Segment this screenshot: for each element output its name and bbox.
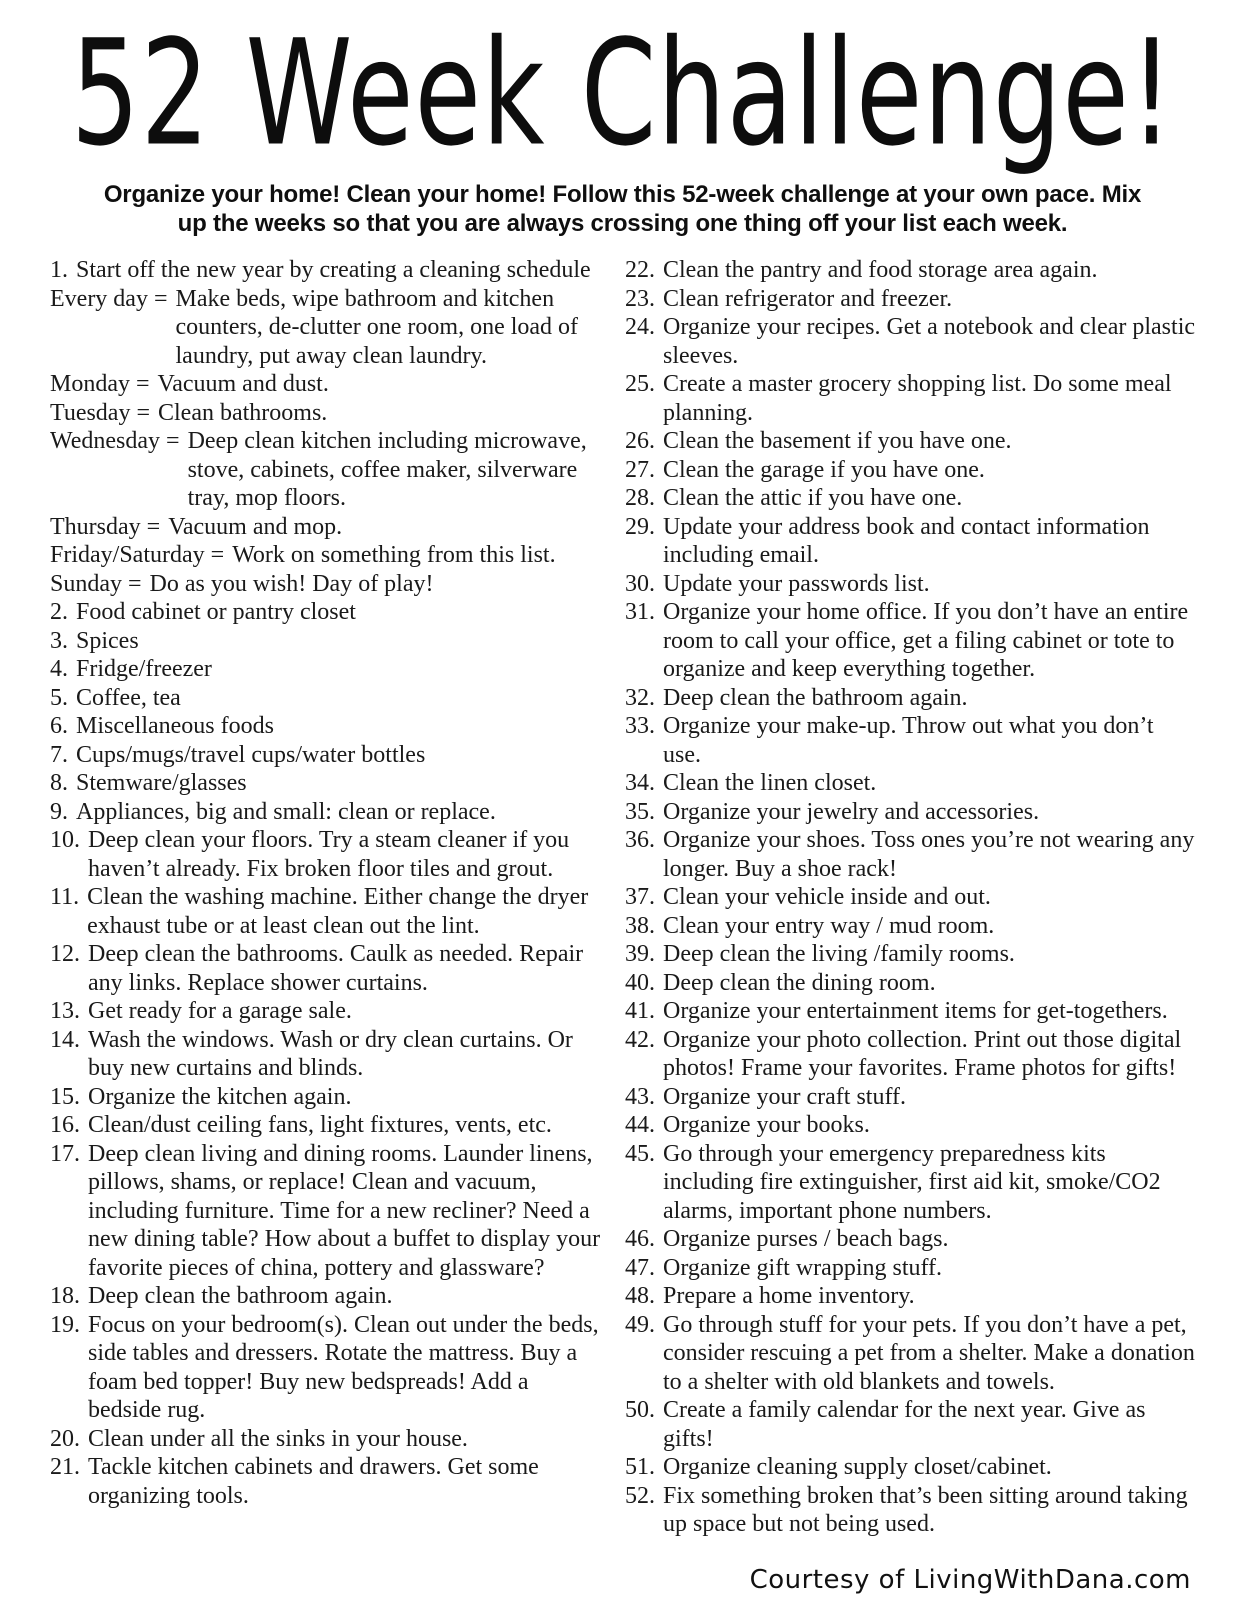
list-item <box>625 456 1195 485</box>
item-number: 50. <box>625 1397 655 1424</box>
list-item <box>625 370 1195 427</box>
credit-line: Courtesy of LivingWithDana.com <box>749 1564 1191 1595</box>
item-number: 48. <box>625 1283 655 1310</box>
item-text: Organize your make-up. Throw out what you don’t use. <box>663 713 1154 768</box>
item-text: Do as you wish! Day of play! <box>149 570 434 597</box>
subtitle-line-1: Organize your home! Clean your home! Follow this 52-week challenge at your own pace. Mix <box>103 181 1142 208</box>
item-day-label: Tuesday = <box>50 399 150 426</box>
item-text: Vacuum and dust. <box>157 371 329 398</box>
item-number: 49. <box>625 1311 655 1338</box>
list-item <box>625 969 1195 998</box>
item-text: Go through stuff for your pets. If you don’t have a pet, consider rescuing a pet from a shelter. Make a donation to a shelter with old blankets and towels. <box>663 1311 1195 1395</box>
item-number: 16. <box>50 1112 80 1139</box>
list-item <box>50 627 605 656</box>
item-number: 21. <box>50 1454 80 1481</box>
item-text: Clean your vehicle inside and out. <box>663 884 991 911</box>
item-text: Get ready for a garage sale. <box>88 998 352 1025</box>
item-number: 41. <box>625 998 655 1025</box>
item-number: 43. <box>625 1083 655 1110</box>
item-number: 5. <box>50 684 68 711</box>
list-item <box>625 1482 1195 1539</box>
item-day-label: Wednesday = <box>50 428 180 455</box>
item-number: 6. <box>50 713 68 740</box>
list-item <box>625 883 1195 912</box>
list-item <box>625 570 1195 599</box>
list-item <box>50 655 605 684</box>
list-item <box>50 712 605 741</box>
list-item <box>625 826 1195 883</box>
item-text: Clean the washing machine. Either change the dryer exhaust tube or at least clean out the lint. <box>87 884 589 939</box>
item-number: 37. <box>625 884 655 911</box>
list-item <box>50 598 605 627</box>
list-item <box>625 712 1195 769</box>
item-number: 44. <box>625 1112 655 1139</box>
list-item <box>50 684 605 713</box>
item-number: 19. <box>50 1311 80 1338</box>
checklist <box>50 256 1195 1539</box>
item-text: Miscellaneous foods <box>76 713 274 740</box>
item-text: Organize cleaning supply closet/cabinet. <box>663 1454 1052 1481</box>
item-text: Clean/dust ceiling fans, light fixtures, vents, etc. <box>88 1112 552 1139</box>
item-text: Tackle kitchen cabinets and drawers. Get some organizing tools. <box>88 1454 539 1509</box>
item-text: Fix something broken that’s been sitting around taking up space but not being used. <box>663 1482 1188 1538</box>
item-text: Create a family calendar for the next year. Give as gifts! <box>663 1397 1146 1452</box>
item-number: 30. <box>625 570 655 597</box>
checklist-column-left <box>50 256 605 1539</box>
item-text: Wash the windows. Wash or dry clean curtains. Or buy new curtains and blinds. <box>88 1026 573 1082</box>
item-number: 24. <box>625 314 655 341</box>
item-day-label: Monday = <box>50 371 150 398</box>
item-text: Clean the garage if you have one. <box>663 456 985 483</box>
item-text: Food cabinet or pantry closet <box>76 599 356 626</box>
list-item <box>50 1282 605 1311</box>
item-text: Prepare a home inventory. <box>663 1283 915 1310</box>
list-item <box>625 256 1195 285</box>
item-number: 12. <box>50 941 80 968</box>
item-text: Start off the new year by creating a cleaning schedule <box>76 257 591 284</box>
list-item <box>625 598 1195 684</box>
subtitle-line-2: up the weeks so that you are always crossing one thing off your list each week. <box>177 210 1068 238</box>
list-item <box>625 1225 1195 1254</box>
item-number: 51. <box>625 1454 655 1481</box>
item-text: Clean refrigerator and freezer. <box>663 285 953 312</box>
item-text: Organize gift wrapping stuff. <box>663 1254 943 1281</box>
item-number: 8. <box>50 770 68 797</box>
list-item <box>50 798 605 827</box>
list-item <box>625 940 1195 969</box>
item-text: Organize your recipes. Get a notebook and clear plastic sleeves. <box>663 314 1196 369</box>
page-title: 52 Week Challenge! <box>70 9 1175 179</box>
list-item <box>625 1282 1195 1311</box>
list-item <box>625 798 1195 827</box>
item-text: Clean the pantry and food storage area again. <box>663 257 1098 284</box>
list-item <box>50 997 605 1026</box>
item-number: 40. <box>625 969 655 996</box>
item-number: 29. <box>625 513 655 540</box>
item-day-label: Friday/Saturday = <box>50 542 225 569</box>
list-item <box>50 1111 605 1140</box>
item-text: Update your passwords list. <box>663 570 930 597</box>
list-item <box>50 427 605 513</box>
item-number: 14. <box>50 1026 80 1053</box>
item-number: 13. <box>50 998 80 1025</box>
item-text: Organize your books. <box>663 1112 870 1139</box>
list-item <box>50 1140 605 1283</box>
item-number: 25. <box>625 371 655 398</box>
item-text: Organize your photo collection. Print out those digital photos! Frame your favorites. Frame photos for gifts! <box>663 1026 1182 1082</box>
item-text: Work on something from this list. <box>232 542 556 569</box>
item-text: Clean the linen closet. <box>663 770 877 797</box>
list-item <box>50 285 605 371</box>
item-number: 45. <box>625 1140 655 1167</box>
item-day-label: Thursday = <box>50 513 161 540</box>
list-item <box>625 1311 1195 1397</box>
item-text: Update your address book and contact information including email. <box>663 513 1150 569</box>
item-number: 10. <box>50 827 80 854</box>
item-number: 34. <box>625 770 655 797</box>
item-number: 38. <box>625 912 655 939</box>
list-item <box>50 370 605 399</box>
item-text: Appliances, big and small: clean or replace. <box>76 798 496 825</box>
item-number: 11. <box>50 884 80 911</box>
item-number: 46. <box>625 1226 655 1253</box>
item-number: 18. <box>50 1283 80 1310</box>
list-item <box>50 769 605 798</box>
item-number: 22. <box>625 257 655 284</box>
item-text: Make beds, wipe bathroom and kitchen counters, de-clutter one room, one load of laundry, put away clean laundry. <box>175 285 579 369</box>
item-text: Clean the attic if you have one. <box>663 485 963 512</box>
list-item <box>50 256 605 285</box>
item-text: Vacuum and mop. <box>168 513 343 540</box>
item-number: 27. <box>625 456 655 483</box>
item-text: Go through your emergency preparedness kits including fire extinguisher, first aid kit, smoke/CO2 alarms, important phone numbers. <box>663 1140 1161 1224</box>
item-text: Focus on your bedroom(s). Clean out under the beds, side tables and dressers. Rotate the mattress. Buy a foam bed topper! Buy new bedspreads! Add a bedside rug. <box>88 1311 599 1424</box>
item-number: 52. <box>625 1482 655 1509</box>
list-item <box>625 1140 1195 1226</box>
list-item <box>625 313 1195 370</box>
item-text: Organize the kitchen again. <box>88 1083 352 1110</box>
list-item <box>625 1396 1195 1453</box>
item-text: Deep clean your floors. Try a steam cleaner if you haven’t already. Fix broken floor tiles and grout. <box>88 827 570 882</box>
item-text: Clean your entry way / mud room. <box>663 912 995 939</box>
list-item <box>50 541 605 570</box>
item-number: 39. <box>625 941 655 968</box>
list-item <box>625 427 1195 456</box>
list-item <box>625 1083 1195 1112</box>
list-item <box>625 484 1195 513</box>
item-day-label: Sunday = <box>50 570 142 597</box>
item-text: Deep clean living and dining rooms. Launder linens, pillows, shams, or replace! Clean and vacuum, including furniture. Time for a new recliner? Need a new dining table? How about a buffet to display your favorite pieces of china, pottery and glassware? <box>88 1140 601 1281</box>
item-text: Organize your jewelry and accessories. <box>663 798 1040 825</box>
list-item <box>50 1453 605 1510</box>
item-number: 42. <box>625 1026 655 1053</box>
item-text: Fridge/freezer <box>76 656 212 683</box>
list-item <box>50 883 605 940</box>
list-item <box>625 769 1195 798</box>
item-number: 2. <box>50 599 68 626</box>
item-text: Deep clean the bathrooms. Caulk as needed. Repair any links. Replace shower curtains. <box>88 941 584 996</box>
list-item <box>625 912 1195 941</box>
item-number: 23. <box>625 285 655 312</box>
item-number: 36. <box>625 827 655 854</box>
item-number: 31. <box>625 599 655 626</box>
list-item <box>50 741 605 770</box>
list-item <box>50 1083 605 1112</box>
list-item <box>625 684 1195 713</box>
item-number: 47. <box>625 1254 655 1281</box>
list-item <box>625 997 1195 1026</box>
list-item <box>625 1026 1195 1083</box>
list-item <box>50 1425 605 1454</box>
item-number: 7. <box>50 741 68 768</box>
checklist-column-right <box>625 256 1195 1539</box>
list-item <box>50 826 605 883</box>
item-number: 32. <box>625 684 655 711</box>
item-text: Deep clean the dining room. <box>663 969 936 996</box>
item-text: Create a master grocery shopping list. Do some meal planning. <box>663 371 1172 426</box>
item-text: Spices <box>76 627 139 654</box>
item-number: 17. <box>50 1140 80 1167</box>
item-text: Clean the basement if you have one. <box>663 428 1012 455</box>
item-text: Deep clean the living /family rooms. <box>663 941 1015 968</box>
list-item <box>50 570 605 599</box>
item-number: 4. <box>50 656 68 683</box>
item-number: 1. <box>50 257 68 284</box>
item-text: Cups/mugs/travel cups/water bottles <box>76 741 426 768</box>
item-number: 20. <box>50 1425 80 1452</box>
list-item <box>625 1111 1195 1140</box>
item-number: 15. <box>50 1083 80 1110</box>
list-item <box>625 1453 1195 1482</box>
list-item <box>50 1311 605 1425</box>
item-text: Clean bathrooms. <box>158 399 328 426</box>
list-item <box>625 1254 1195 1283</box>
list-item <box>625 513 1195 570</box>
item-number: 35. <box>625 798 655 825</box>
item-text: Deep clean kitchen including microwave, stove, cabinets, coffee maker, silverware tray, mop floors. <box>187 428 587 512</box>
list-item <box>50 513 605 542</box>
list-item <box>50 399 605 428</box>
item-text: Coffee, tea <box>76 684 181 711</box>
list-item <box>625 285 1195 314</box>
item-text: Organize your shoes. Toss ones you’re not wearing any longer. Buy a shoe rack! <box>663 827 1195 882</box>
item-text: Organize your entertainment items for get-togethers. <box>663 998 1168 1025</box>
item-number: 26. <box>625 428 655 455</box>
item-text: Stemware/glasses <box>76 770 247 797</box>
item-text: Organize your craft stuff. <box>663 1083 907 1110</box>
item-day-label: Every day = <box>50 285 168 312</box>
item-text: Deep clean the bathroom again. <box>663 684 968 711</box>
list-item <box>50 1026 605 1083</box>
item-number: 33. <box>625 713 655 740</box>
item-text: Organize your home office. If you don’t have an entire room to call your office, get a filing cabinet or tote to organize and keep everything together. <box>663 599 1189 683</box>
item-text: Deep clean the bathroom again. <box>88 1283 393 1310</box>
list-item <box>50 940 605 997</box>
item-number: 3. <box>50 627 68 654</box>
item-number: 9. <box>50 798 68 825</box>
item-text: Organize purses / beach bags. <box>663 1226 949 1253</box>
item-number: 28. <box>625 485 655 512</box>
item-text: Clean under all the sinks in your house. <box>88 1425 468 1452</box>
